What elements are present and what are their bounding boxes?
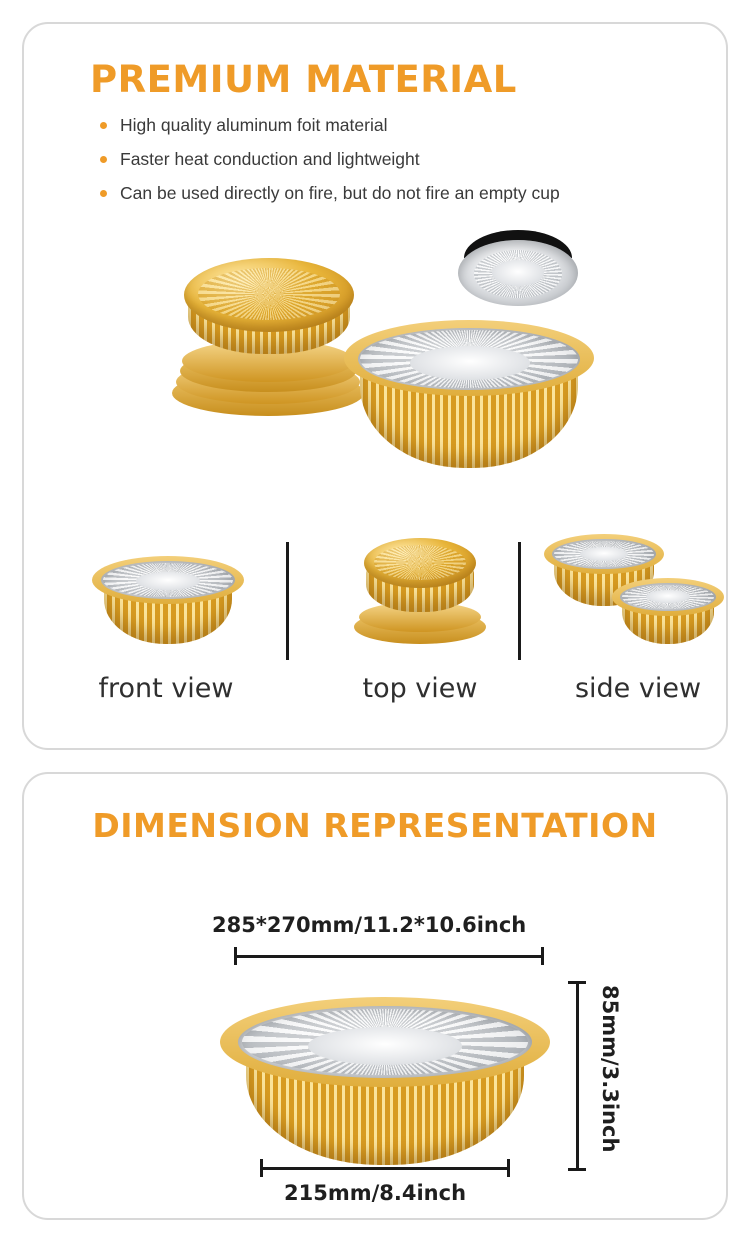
dimension-right-cap-bottom <box>568 1168 586 1171</box>
dimension-right-cap-top <box>568 981 586 984</box>
dimension-bottom-cap-right <box>507 1159 510 1177</box>
bullet-item: Can be used directly on fire, but do not fire an empty cup <box>98 183 692 204</box>
side-view-image-small <box>612 570 724 652</box>
view-divider <box>286 542 289 660</box>
foil-lid-closeup-image <box>458 230 578 350</box>
dimension-bowl-image <box>220 975 550 1175</box>
premium-material-bullet-list <box>98 115 692 204</box>
view-divider <box>518 542 521 660</box>
top-view-label: top view <box>362 673 478 704</box>
front-view-label: front view <box>98 673 234 704</box>
top-view-image <box>354 532 486 652</box>
dimension-bottom-cap-left <box>260 1159 263 1177</box>
side-view-label: side view <box>574 673 702 704</box>
hero-product-illustration <box>58 220 692 520</box>
front-view-group <box>68 526 264 706</box>
dimension-bottom-label: 215mm/8.4inch <box>284 1181 467 1205</box>
dimension-top-cap-right <box>541 947 544 965</box>
dimension-diagram <box>52 859 698 1205</box>
dimension-right-line <box>576 981 579 1171</box>
front-view-image <box>92 544 244 650</box>
dimension-right-label: 85mm/3.3inch <box>598 985 622 1153</box>
dimension-top-cap-left <box>234 947 237 965</box>
dimension-representation-card <box>22 772 728 1220</box>
top-view-group <box>310 526 530 706</box>
dimension-top-label: 285*270mm/11.2*10.6inch <box>212 913 527 937</box>
dimension-top-line <box>234 955 544 958</box>
premium-material-card <box>22 22 728 750</box>
dimension-bottom-line <box>260 1167 510 1170</box>
lid-stack-image <box>166 248 371 423</box>
product-views-row <box>58 526 702 716</box>
bullet-item: Faster heat conduction and lightweight <box>98 149 692 170</box>
dimension-title: DIMENSION REPRESENTATION <box>92 806 658 845</box>
side-view-group <box>538 526 738 706</box>
bullet-item: High quality aluminum foit material <box>98 115 692 136</box>
premium-material-title: PREMIUM MATERIAL <box>90 58 517 101</box>
